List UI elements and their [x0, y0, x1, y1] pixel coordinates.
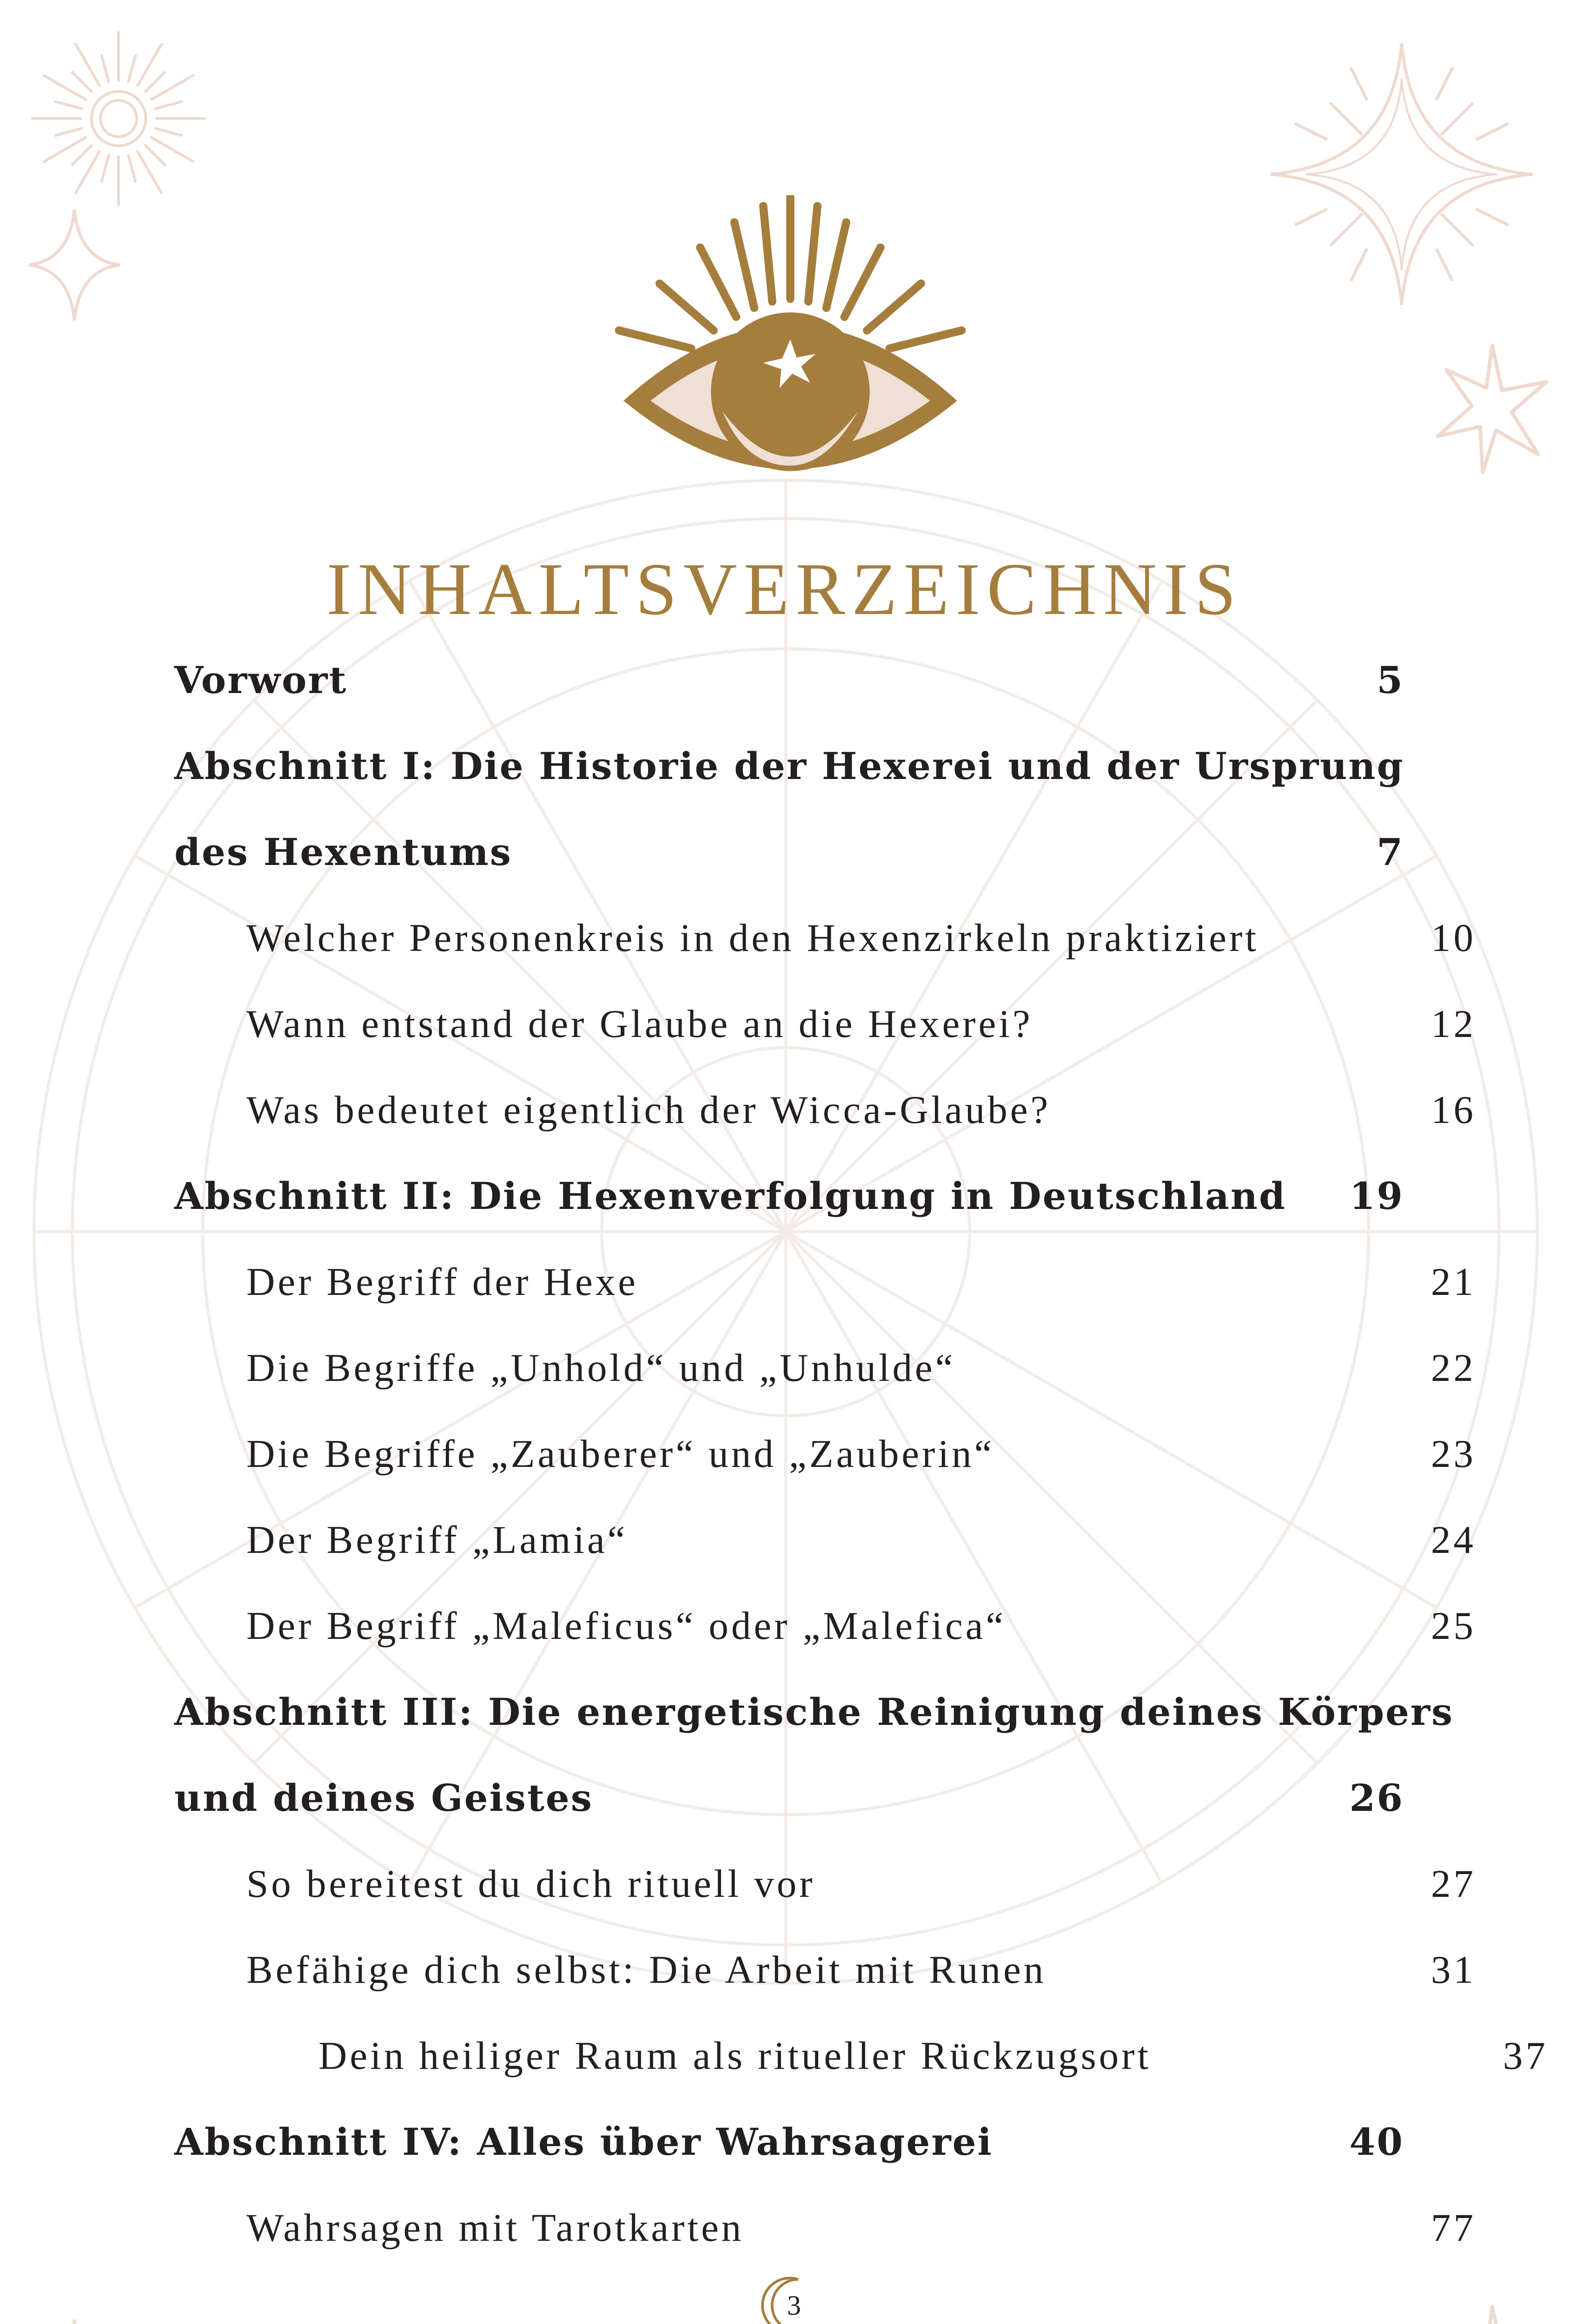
toc-entry-page: 5 — [1377, 658, 1404, 702]
sparkle-icon — [23, 2315, 126, 2324]
toc-entry-page: 26 — [1349, 1776, 1404, 1820]
toc-entry-title: Befähige dich selbst: Die Arbeit mit Runen — [246, 1948, 1046, 1992]
star-icon — [1251, 23, 1553, 325]
toc-entry-title: Was bedeutet eigentlich der Wicca-Glaube? — [246, 1088, 1051, 1132]
toc-entry — [174, 1497, 1476, 1583]
toc-entry-title: Wahrsagen mit Tarotkarten — [246, 2205, 744, 2250]
toc-entry-page: 25 — [1431, 1604, 1476, 1648]
toc-entry — [174, 1841, 1476, 1927]
toc-entry — [174, 637, 1404, 723]
toc-entry-page: 19 — [1349, 1174, 1404, 1218]
toc-entry — [174, 2099, 1404, 2185]
page-number-label: 3 — [787, 2290, 801, 2321]
toc-entry-title: Dein heiliger Raum als ritueller Rückzugsort — [318, 2034, 1152, 2078]
toc-entry — [174, 1927, 1476, 2013]
toc-entry-title: Welcher Personenkreis in den Hexenzirkeln praktiziert — [246, 916, 1259, 960]
toc-entry — [174, 809, 1404, 895]
toc-entry — [174, 895, 1476, 981]
toc-entry — [174, 1669, 1454, 1755]
toc-entry-title: und deines Geistes — [174, 1776, 593, 1820]
toc-entry-page: 10 — [1431, 916, 1476, 960]
toc-entry-page: 22 — [1431, 1346, 1476, 1390]
toc-entry-page: 40 — [1349, 2119, 1404, 2164]
toc-entry-title: Abschnitt II: Die Hexenverfolgung in Deutschland — [174, 1174, 1287, 1218]
sparkle-icon — [23, 205, 126, 325]
star-icon — [1432, 2301, 1553, 2324]
star-icon — [1432, 339, 1553, 479]
toc-entry-page: 24 — [1431, 1518, 1476, 1562]
sun-icon — [28, 28, 209, 209]
toc-entry — [174, 1067, 1476, 1153]
toc-entry-title: Der Begriff „Lamia“ — [246, 1518, 628, 1562]
toc-entry — [174, 1755, 1404, 1841]
toc-entry — [174, 723, 1404, 809]
toc-entry-title: Abschnitt III: Die energetische Reinigung deines Körpers — [174, 1690, 1454, 1734]
toc-entry-title: Der Begriff „Maleficus“ oder „Malefica“ — [246, 1604, 1006, 1648]
toc-entry-page: 27 — [1431, 1862, 1476, 1906]
toc-entry-page: 23 — [1431, 1432, 1476, 1476]
toc-entry-page: 16 — [1431, 1088, 1476, 1132]
toc-entry-page: 37 — [1503, 2034, 1548, 2078]
toc-entry — [174, 1325, 1476, 1411]
toc-entry-page: 21 — [1431, 1260, 1476, 1304]
toc-entry — [174, 2013, 1548, 2099]
toc-entry — [174, 1411, 1476, 1497]
toc-entry-title: Die Begriffe „Zauberer“ und „Zauberin“ — [246, 1432, 995, 1476]
toc-entry-page: 77 — [1431, 2205, 1476, 2250]
toc-entry-title: So bereitest du dich rituell vor — [246, 1862, 815, 1906]
toc-entry-title: Wann entstand der Glaube an die Hexerei? — [246, 1002, 1033, 1046]
toc-entry-page: 7 — [1377, 830, 1404, 874]
toc-entry-title: Abschnitt IV: Alles über Wahrsagerei — [174, 2119, 993, 2164]
eye-icon — [609, 195, 972, 493]
toc-entry — [174, 1583, 1476, 1669]
toc-entry — [174, 1239, 1476, 1325]
toc-entry-title: Abschnitt I: Die Historie der Hexerei und der Ursprung — [174, 744, 1404, 788]
toc-entry-title: des Hexentums — [174, 830, 512, 874]
toc-entry-title: Vorwort — [174, 658, 348, 702]
toc-entry-title: Die Begriffe „Unhold“ und „Unhulde“ — [246, 1346, 956, 1390]
toc-entry — [174, 981, 1476, 1067]
toc-entry — [174, 1153, 1404, 1239]
toc-entry-title: Der Begriff der Hexe — [246, 1260, 638, 1304]
toc-entry — [174, 2185, 1476, 2271]
toc-entry-page: 12 — [1431, 1002, 1476, 1046]
page-number — [758, 2273, 823, 2324]
page-title: INHALTSVERZEICHNIS — [326, 548, 1243, 630]
toc-entry-page: 31 — [1431, 1948, 1476, 1992]
